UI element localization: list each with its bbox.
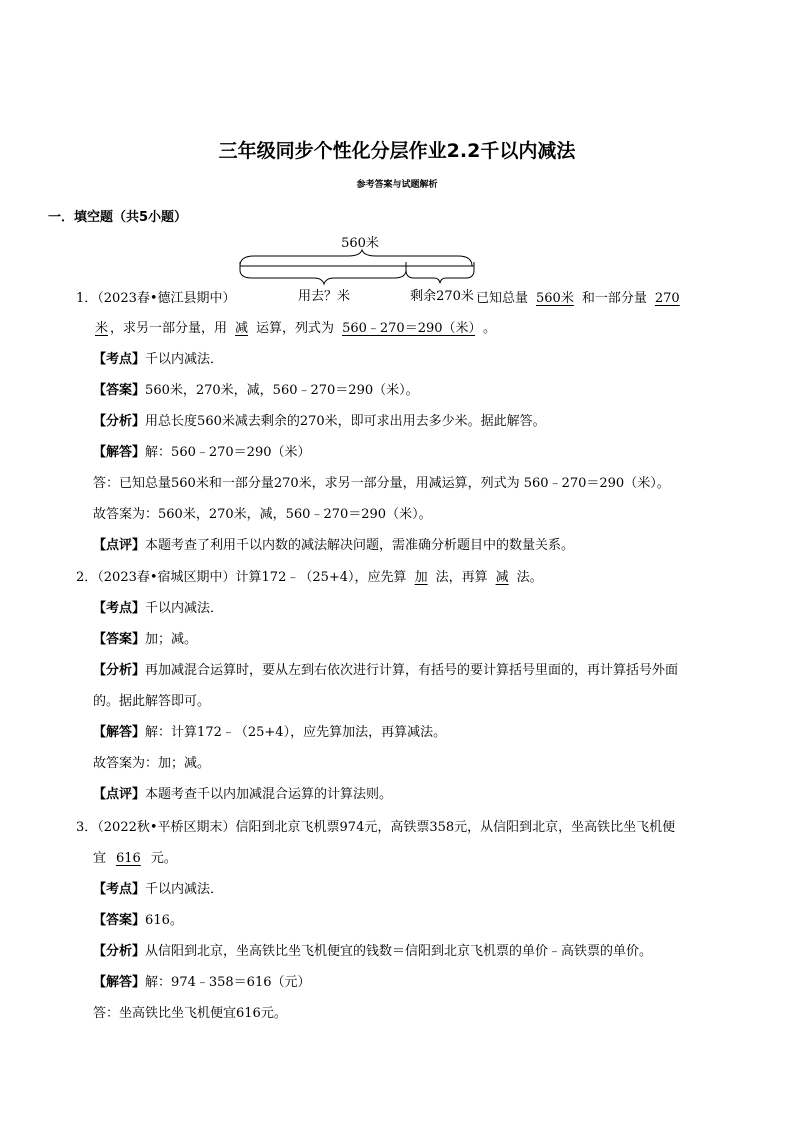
tag-jieda: 解答 [106,975,133,990]
section-heading: 一．填空题（共5小题） [48,210,188,225]
q3-text-a: （2022秋•平桥区期末）信阳到北京飞机票974元，高铁票358元，从信阳到北京，坐高铁比坐飞机便 [97,820,676,835]
diagram-total-label: 560米 [341,236,379,251]
q1-daan-text: 560米，270米，减，560﹣270＝290（米）。 [145,383,419,398]
q1-kaodian-text: 千以内减法． [145,352,224,367]
tag-kaodian: 考点 [106,601,133,616]
q3-jieda-text: 解：974﹣358＝616（元） [145,975,311,990]
q2-blank-1: 加 [414,570,428,585]
q1-dianping: 【点评】本题考查了利用千以内数的减法解决问题，需准确分析题目中的数量关系。 [93,538,575,553]
used-brace [240,270,406,284]
q2-fenxi-text: 再加减混合运算时，要从左到右依次进行计算，有括号的要计算括号里面的，再计算括号外面 [145,663,679,678]
tag-jieda: 解答 [106,725,133,740]
q1-dianping-text: 本题考查了利用千以内数的减法解决问题，需准确分析题目中的数量关系。 [145,538,575,553]
q2-fenxi: 【分析】再加减混合运算时，要从左到右依次进行计算，有括号的要计算括号里面的，再计算括号外面 [93,663,679,678]
q2-line1 [76,570,543,586]
tag-daan: 答案 [106,632,133,647]
q3-text-c: 元。 [150,851,177,866]
q3-daan-text: 616。 [145,913,183,928]
q2-text-a: （2023春•宿城区期中）计算172﹣（25+4），应先算 [97,570,407,585]
q1-text-a: 已知总量 [476,291,529,306]
q1-line2 [93,321,496,337]
diagram-remain-label: 剩余270米 [410,289,474,304]
q2-jieda-text: 解：计算172﹣（25+4），应先算加法，再算减法。 [145,725,447,740]
q2-kaodian-text: 千以内减法． [145,601,224,616]
q1-da: 答：已知总量560米和一部分量270米，求另一部分量，用减运算，列式为 560﹣270＝290（米）。 [93,476,670,491]
q3-blank-1: 616 [116,851,141,866]
q1-text-c: ，求另一部分量，用 [110,321,228,336]
q2-jieda: 【解答】解：计算172﹣（25+4），应先算加法，再算减法。 [93,725,447,740]
q1-blank-2: 270 [654,291,680,306]
q1-text-e: 。 [483,321,497,336]
q2-fenxi-line2: 的。据此解答即可。 [93,694,211,709]
q1-jieda-text: 解：560﹣270＝290（米） [145,445,311,460]
q1-text-b: 和一部分量 [581,291,647,306]
q1-source: （2023春•德江县期中） [97,291,236,306]
q2-number: 2． [76,570,98,585]
tag-dianping: 点评 [106,787,133,802]
q3-da: 答：坐高铁比坐飞机便宜616元。 [93,1006,287,1021]
q3-kaodian: 【考点】千以内减法． [93,882,224,897]
q2-text-c: 法。 [516,570,543,585]
q1-gu: 故答案为：560米，270米，减，560﹣270＝290（米）。 [93,507,432,522]
q3-line2 [93,851,177,867]
q2-daan: 【答案】加；减。 [93,632,198,647]
q2-blank-2: 减 [495,570,509,585]
brace-diagram [234,230,484,306]
tag-daan: 答案 [106,913,133,928]
q2-dianping-text: 本题考查千以内加减混合运算的计算法则。 [145,787,393,802]
page-title: 三年级同步个性化分层作业2.2千以内减法 [218,140,576,162]
tag-fenxi: 分析 [106,414,133,429]
q3-kaodian-text: 千以内减法． [145,882,224,897]
q1-daan: 【答案】560米，270米，减，560﹣270＝290（米）。 [93,383,419,398]
tag-fenxi: 分析 [106,944,133,959]
q1-number: 1． [76,291,98,306]
tag-kaodian: 考点 [106,882,133,897]
q1-text-d: 运算，列式为 [256,321,335,336]
q1-jieda: 【解答】解：560﹣270＝290（米） [93,445,311,460]
q1-kaodian: 【考点】千以内减法． [93,352,224,367]
tag-kaodian: 考点 [106,352,133,367]
q1-line1 [76,291,236,307]
tag-jieda: 解答 [106,445,133,460]
diagram-used-label: 用去？米 [297,289,351,304]
q2-daan-text: 加；减。 [145,632,198,647]
q3-fenxi-text: 从信阳到北京，坐高铁比坐飞机便宜的钱数＝信阳到北京飞机票的单价﹣高铁票的单价。 [145,944,653,959]
q2-text-b: 法，再算 [435,570,488,585]
q3-line1 [76,820,675,836]
q1-fenxi-text: 用总长度560米减去剩余的270米，即可求出用去多少米。据此解答。 [145,414,546,429]
q2-kaodian: 【考点】千以内减法． [93,601,224,616]
tag-daan: 答案 [106,383,133,398]
q1-fenxi: 【分析】用总长度560米减去剩余的270米，即可求出用去多少米。据此解答。 [93,414,546,429]
q3-text-b: 宜 [93,851,107,866]
q1-blank-4: 560﹣270＝290（米） [342,321,476,336]
q1-blank-2-cont: 米 [95,321,109,336]
top-brace [240,250,472,266]
page-subtitle: 参考答案与试题解析 [356,180,438,190]
q3-jieda: 【解答】解：974﹣358＝616（元） [93,975,311,990]
q1-blank-1: 560米 [536,291,574,306]
q3-fenxi: 【分析】从信阳到北京，坐高铁比坐飞机便宜的钱数＝信阳到北京飞机票的单价﹣高铁票的单价。 [93,944,653,959]
q3-daan: 【答案】616。 [93,913,183,928]
remain-brace [406,270,474,283]
q1-line1-right [476,291,682,307]
q2-dianping: 【点评】本题考查千以内加减混合运算的计算法则。 [93,787,393,802]
q3-number: 3． [76,820,98,835]
q2-gu: 故答案为：加；减。 [93,756,211,771]
tag-fenxi: 分析 [106,663,133,678]
tag-dianping: 点评 [106,538,133,553]
q1-blank-3: 减 [235,321,249,336]
